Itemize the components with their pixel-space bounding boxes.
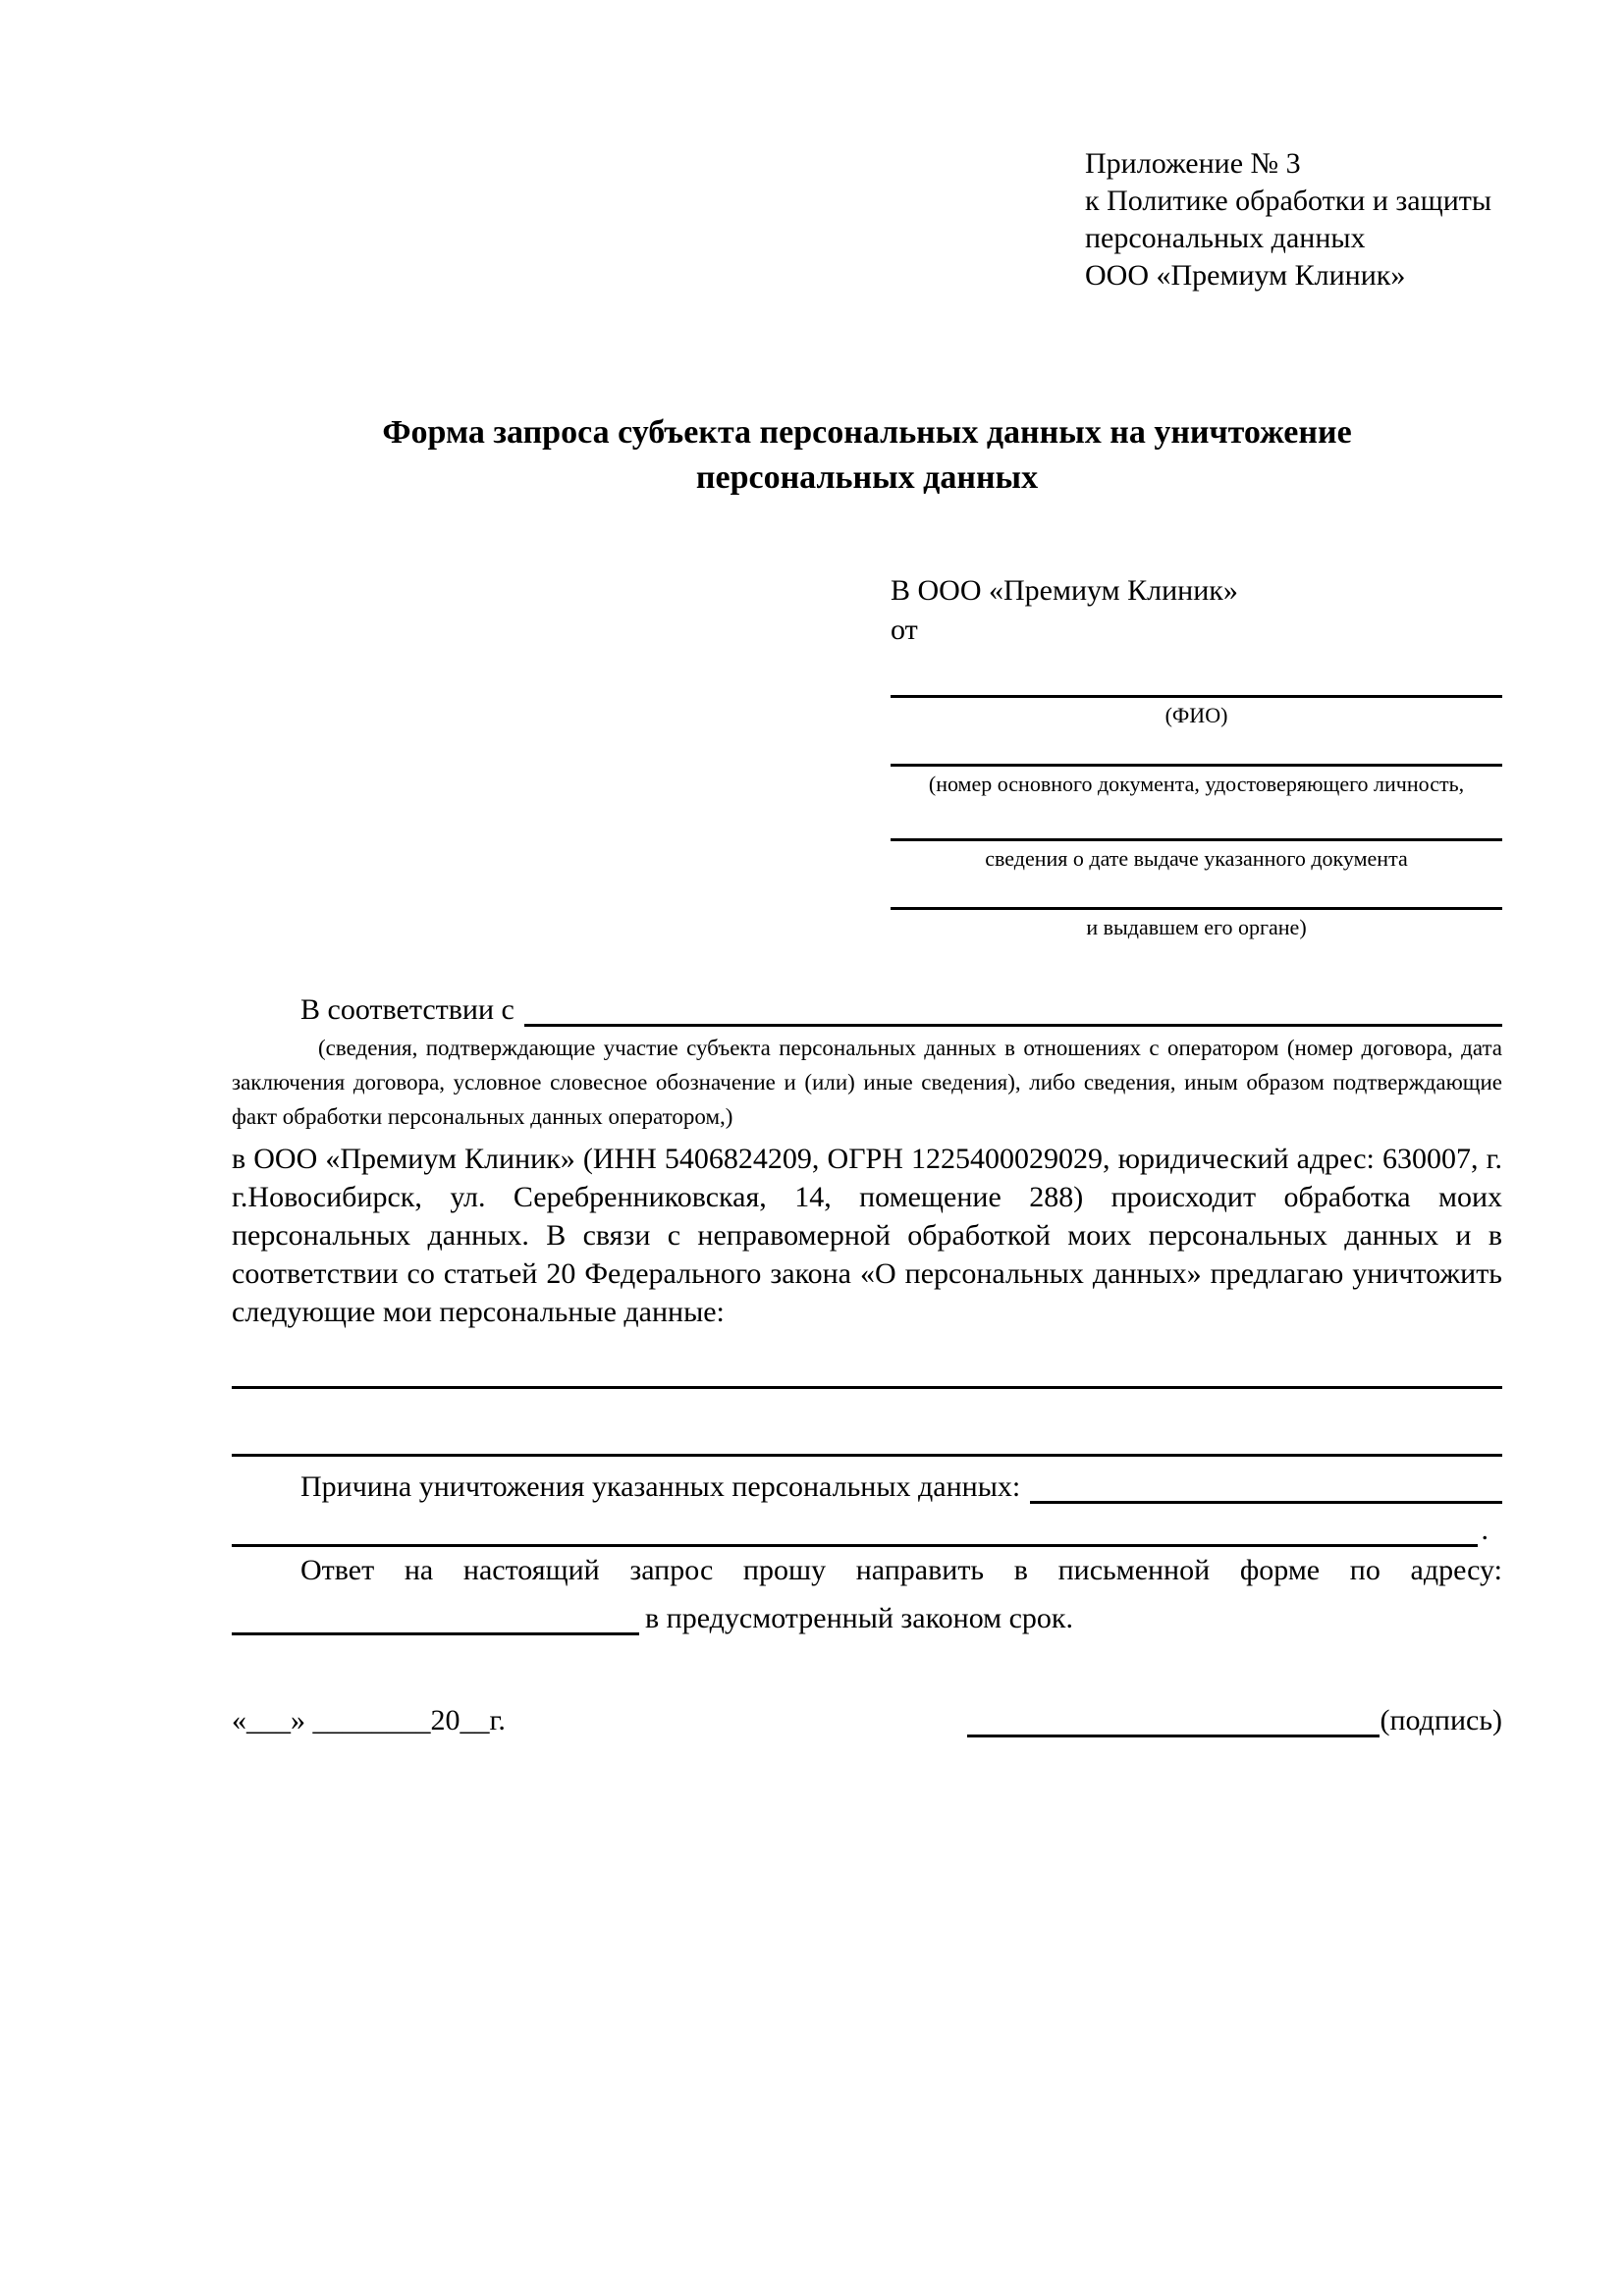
fio-caption: (ФИО) xyxy=(1164,703,1228,727)
issuing-authority-blank-line xyxy=(891,872,1502,910)
response-lead: Ответ на настоящий запрос прошу направить в письменной форме по адресу: xyxy=(300,1554,1502,1586)
form-title-line: персональных данных xyxy=(695,459,1039,496)
addressee-organization: В ООО «Премиум Клиник» xyxy=(891,574,1238,607)
date-signature-row xyxy=(232,1694,1502,1737)
reason-label: Причина уничтожения указанных персональных данных: xyxy=(300,1470,1021,1503)
appendix-line: ООО «Премиум Клиник» xyxy=(1085,259,1406,292)
accordance-line xyxy=(232,988,1502,1027)
appendix-line: к Политике обработки и защиты xyxy=(1085,185,1492,217)
signature-caption: (подпись) xyxy=(1380,1704,1502,1736)
appendix-block xyxy=(1085,145,1502,294)
reason-line xyxy=(232,1461,1502,1504)
reason-period: . xyxy=(1481,1514,1489,1546)
issuing-authority-caption: и выдавшем его органе) xyxy=(1086,915,1307,939)
signature-group xyxy=(967,1701,1502,1737)
issue-date-caption: сведения о дате выдаче указанного документа xyxy=(985,846,1408,871)
date-template: «___» ________20__г. xyxy=(232,1704,506,1736)
reason-blank-line xyxy=(1030,1468,1502,1504)
form-title xyxy=(232,410,1502,501)
personal-data-blank-line-2 xyxy=(232,1389,1502,1457)
issue-date-blank-line xyxy=(891,797,1502,841)
form-title-line: Форма запроса субъекта персональных данных на уничтожение xyxy=(382,414,1352,451)
appendix-line: персональных данных xyxy=(1085,222,1366,254)
addressee-block xyxy=(891,571,1502,940)
id-document-caption: (номер основного документа, удостоверяющего личность, xyxy=(928,772,1465,796)
fio-blank-line xyxy=(891,650,1502,698)
accordance-blank-line xyxy=(524,990,1502,1027)
reason-blank-line-2 xyxy=(232,1511,1478,1547)
personal-data-blank-line-1 xyxy=(232,1331,1502,1389)
reason-continuation-line xyxy=(232,1504,1502,1547)
accordance-lead: В соответствии с xyxy=(300,993,514,1026)
response-tail: в предусмотренный законом срок. xyxy=(645,1602,1073,1634)
response-address-line xyxy=(232,1592,1502,1635)
addressee-from-label: от xyxy=(891,614,918,646)
address-blank-line xyxy=(232,1599,639,1635)
document-content xyxy=(232,145,1502,1737)
signature-blank-line xyxy=(967,1701,1380,1737)
appendix-line: Приложение № 3 xyxy=(1085,147,1301,180)
main-paragraph: в ООО «Премиум Клиник» (ИНН 5406824209, ОГРН 1225400029029, юридический адрес: 630007, г. г.Новосибирск, ул. Серебренниковская, 14, помещение 288) происходит обработка моих персональных данных. В связи с неправомерной обработкой моих персональных данных и в соответствии со статьей 20 Федерального закона «О персональных данных» предлагаю уничтожить следующие мои персональные данные: xyxy=(232,1143,1502,1328)
accordance-note: (сведения, подтверждающие участие субъекта персональных данных в отношениях с оператором (номер договора, дата заключения договора, условное словесное обозначение и (или) иные сведения), либо сведения, иным образом подтверждающие факт обработки персональных данных оператором,) xyxy=(232,1036,1502,1129)
id-document-blank-line xyxy=(891,728,1502,767)
